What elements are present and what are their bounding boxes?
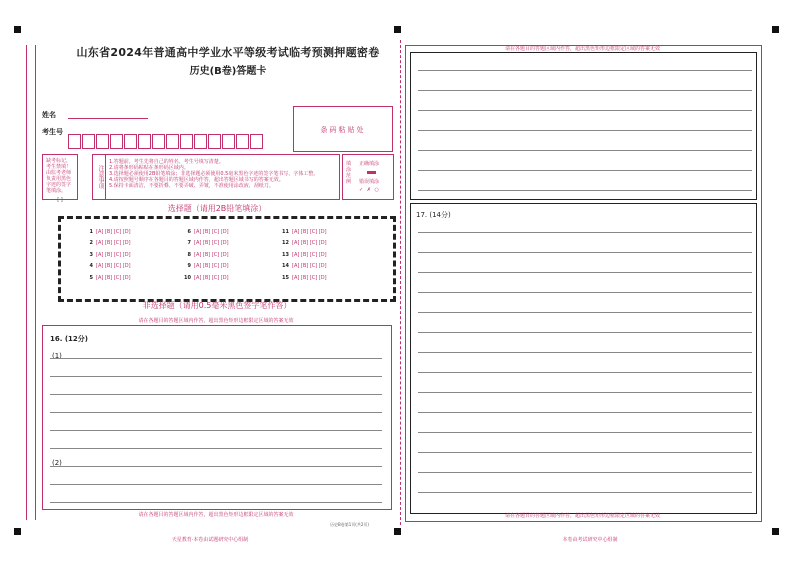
answer-area-warning: 请在各题目的答题区域内作答，超出黑色矩形边框限定区域的答案无效: [504, 513, 660, 519]
answer-line[interactable]: [418, 130, 752, 131]
choice-row[interactable]: 3 [A] [B] [C] [D]: [89, 251, 131, 258]
registration-mark: [14, 528, 21, 535]
id-digit-cell[interactable]: [208, 134, 221, 149]
q16-part1-label: (1): [52, 352, 62, 360]
id-digit-cell[interactable]: [236, 134, 249, 149]
choice-row[interactable]: 2 [A] [B] [C] [D]: [89, 240, 131, 247]
answer-area-warning: 请在各题目的答题区域内作答，超出黑色矩形边框限定区域的答案无效: [504, 46, 660, 52]
registration-mark: [14, 26, 21, 33]
answer-line[interactable]: [418, 190, 752, 191]
choice-column: [279, 227, 327, 284]
footer-right: 本卷由考试研究中心组制: [562, 537, 618, 543]
barcode-label: 条码粘贴处: [320, 126, 366, 134]
multiple-choice-area: [58, 216, 396, 302]
registration-mark: [772, 26, 779, 33]
correct-fill-swatch: [367, 171, 376, 174]
wrong-fill-samples: ✓ ✗ ○: [359, 187, 380, 193]
answer-line[interactable]: [50, 466, 382, 467]
absence-note: 缺考标记，考生禁填！由监考老师负责用黑色字迹的签字笔填涂。: [46, 158, 72, 194]
choice-row[interactable]: 8 [A] [B] [C] [D]: [187, 251, 229, 258]
example-correct: 正确填涂: [359, 161, 380, 167]
caution-line: 1.答题前，考生先将自己的姓名、考生号填写清楚。: [109, 159, 224, 165]
multiple-choice-title: 选择题（请用2B铅笔填涂）: [167, 204, 267, 213]
name-label: 姓名: [42, 111, 56, 119]
continued-answer-box[interactable]: [410, 52, 757, 200]
choice-row[interactable]: 5 [A] [B] [C] [D]: [89, 274, 131, 281]
choice-row[interactable]: 13 [A] [B] [C] [D]: [282, 251, 327, 258]
registration-mark: [394, 528, 401, 535]
q16-answer-box[interactable]: [42, 325, 392, 510]
id-digit-cell[interactable]: [152, 134, 165, 149]
q16-part2-label: (2): [52, 459, 62, 467]
page-number: 历史B卷第1页(共2页): [330, 522, 369, 527]
footer-left: 天星教育·本卷由试题研究中心组制: [171, 537, 249, 543]
answer-line[interactable]: [50, 412, 382, 413]
answer-line[interactable]: [418, 492, 752, 493]
q17-label: 17. (14分): [416, 211, 451, 219]
student-id-boxes[interactable]: [68, 134, 264, 149]
answer-line[interactable]: [418, 272, 752, 273]
answer-line[interactable]: [418, 110, 752, 111]
answer-line[interactable]: [418, 170, 752, 171]
choice-row[interactable]: 12 [A] [B] [C] [D]: [282, 240, 327, 247]
fill-example-box: [342, 154, 394, 200]
caution-box: [92, 154, 340, 200]
choice-row[interactable]: 6 [A] [B] [C] [D]: [187, 229, 229, 235]
barcode-area: [293, 106, 393, 152]
id-digit-cell[interactable]: [166, 134, 179, 149]
absence-mark-box: [42, 154, 78, 203]
example-heading: 填涂范例: [346, 161, 352, 185]
answer-line[interactable]: [418, 412, 752, 413]
answer-line[interactable]: [418, 372, 752, 373]
choice-row[interactable]: 14 [A] [B] [C] [D]: [282, 263, 327, 270]
answer-line[interactable]: [50, 448, 382, 449]
id-digit-cell[interactable]: [250, 134, 263, 149]
binding-strip: [26, 45, 36, 520]
id-digit-cell[interactable]: [194, 134, 207, 149]
answer-line[interactable]: [418, 312, 752, 313]
answer-line[interactable]: [50, 502, 382, 503]
answer-line[interactable]: [418, 232, 752, 233]
id-digit-cell[interactable]: [110, 134, 123, 149]
answer-line[interactable]: [418, 392, 752, 393]
answer-area-warning: 请在各题目的答题区域内作答，超出黑色矩形边框限定区域的答案无效: [138, 512, 294, 518]
id-digit-cell[interactable]: [68, 134, 81, 149]
choice-column: [83, 227, 131, 284]
answer-line[interactable]: [418, 150, 752, 151]
choice-row[interactable]: 15 [A] [B] [C] [D]: [282, 274, 327, 281]
id-digit-cell[interactable]: [180, 134, 193, 149]
caution-line: 2.请将条形码粘贴在条形码区域内。: [109, 165, 189, 171]
answer-line[interactable]: [418, 292, 752, 293]
id-digit-cell[interactable]: [222, 134, 235, 149]
page-subtitle: 历史(B卷)答题卡: [189, 66, 267, 77]
answer-line[interactable]: [418, 70, 752, 71]
answer-line[interactable]: [50, 484, 382, 485]
non-multiple-choice-title: 非选择题（请用0.5毫米黑色签字笔作答）: [142, 301, 292, 310]
id-digit-cell[interactable]: [82, 134, 95, 149]
answer-line[interactable]: [418, 352, 752, 353]
answer-line[interactable]: [418, 432, 752, 433]
student-id-label: 考生号: [42, 128, 63, 136]
answer-area-warning: 请在各题目的答题区域内作答，超出黑色矩形边框限定区域的答案无效: [138, 318, 294, 324]
choice-row[interactable]: 9 [A] [B] [C] [D]: [187, 263, 229, 270]
choice-row[interactable]: 10 [A] [B] [C] [D]: [184, 274, 229, 281]
choice-row[interactable]: 11 [A] [B] [C] [D]: [282, 229, 327, 235]
registration-mark: [394, 26, 401, 33]
example-wrong: 错误填涂: [359, 179, 380, 185]
id-digit-cell[interactable]: [138, 134, 151, 149]
absence-mark[interactable]: [ ]: [57, 197, 63, 203]
registration-mark: [772, 528, 779, 535]
answer-line[interactable]: [418, 252, 752, 253]
name-field[interactable]: [68, 118, 148, 119]
id-digit-cell[interactable]: [96, 134, 109, 149]
caution-heading: 注意事项: [93, 155, 106, 199]
answer-line[interactable]: [50, 376, 382, 377]
q16-label: 16. (12分): [50, 335, 88, 343]
answer-line[interactable]: [50, 430, 382, 431]
answer-line[interactable]: [50, 358, 382, 359]
choice-column: [181, 227, 229, 284]
choice-row[interactable]: 4 [A] [B] [C] [D]: [89, 263, 131, 270]
caution-line: 3.选择题必须使用2B铅笔填涂；非选择题必须使用0.5毫米黑色字迹的签字笔书写，字体工整。: [109, 171, 319, 177]
answer-line[interactable]: [418, 90, 752, 91]
caution-line: 5.保持卡面清洁，不要折叠、不要弄破、弄皱，不准使用涂改液、刮纸刀。: [109, 183, 274, 189]
answer-line[interactable]: [418, 452, 752, 453]
answer-line[interactable]: [418, 472, 752, 473]
answer-line[interactable]: [50, 394, 382, 395]
caution-line: 4.请按照题号顺序在各题目的答题区域内作答，超出答题区域书写的答案无效。: [109, 177, 284, 183]
page-title: 山东省2024年普通高中学业水平等级考试临考预测押题密卷: [76, 46, 380, 59]
id-digit-cell[interactable]: [124, 134, 137, 149]
choice-row[interactable]: 7 [A] [B] [C] [D]: [187, 240, 229, 247]
q17-answer-box[interactable]: [410, 203, 757, 514]
choice-row[interactable]: 1 [A] [B] [C] [D]: [89, 229, 131, 235]
answer-line[interactable]: [418, 332, 752, 333]
fold-divider: [400, 40, 401, 525]
